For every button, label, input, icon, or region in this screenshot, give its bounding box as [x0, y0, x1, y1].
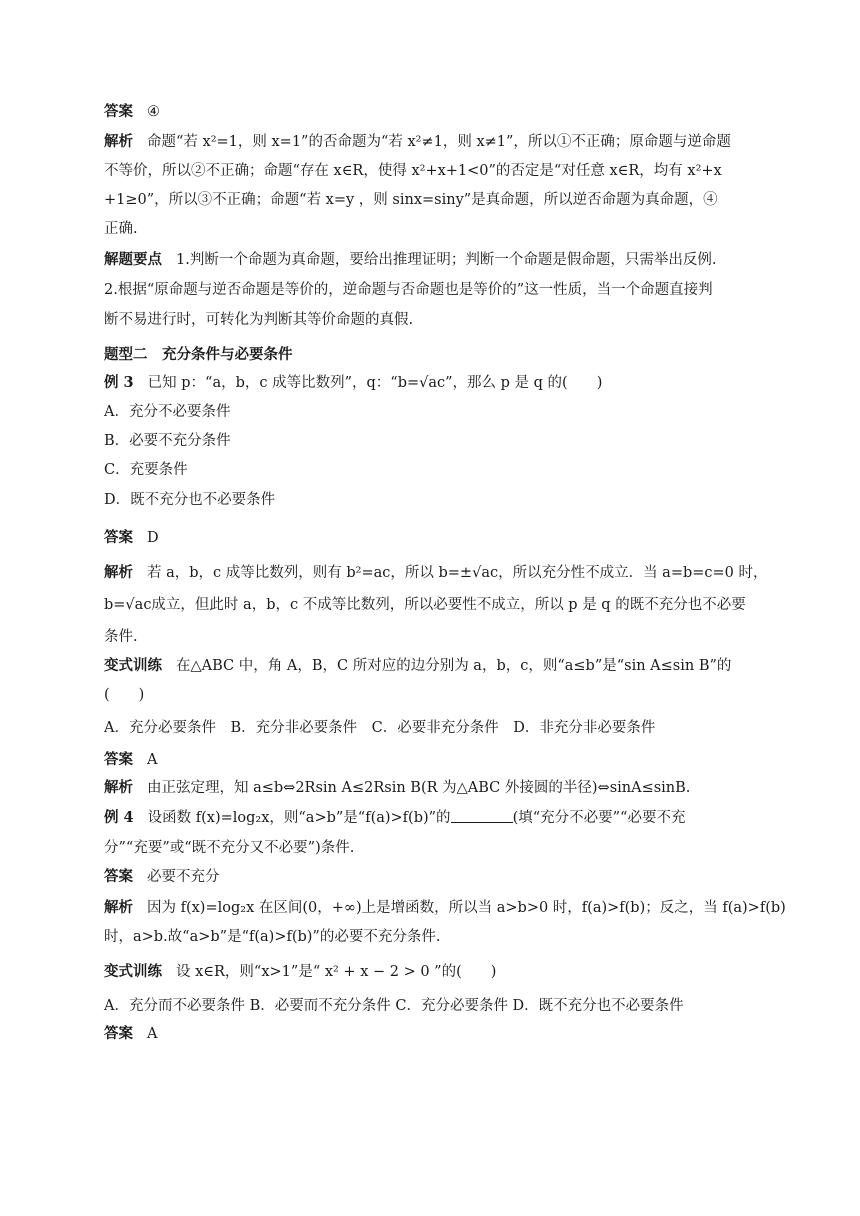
answer-label: 答案 [104, 529, 133, 546]
answer-label: 答案 [104, 103, 133, 120]
explanation-text: 因为 f(x)=log₂x 在区间(0，+∞)上是增函数，所以当 a>b>0 时，f(a)>f(b)；反之，当 f(a)>f(b) [147, 900, 786, 916]
variant-label: 变式训练 [104, 963, 162, 980]
example-line [104, 373, 764, 393]
explanation-line [104, 595, 764, 615]
option-line: D．既不充分也不必要条件 [104, 492, 276, 508]
key-points-text: 断不易进行时，可转化为判断其等价命题的真假. [104, 312, 414, 328]
key-points-label: 解题要点 [104, 251, 162, 268]
option-line: C．充要条件 [104, 462, 188, 478]
answer-line [104, 750, 764, 770]
explanation-line [104, 778, 764, 798]
explanation-text: 命题“若 x²=1，则 x=1”的否命题为“若 x²≠1，则 x≠1”，所以①不正确；原命题与逆命题 [147, 134, 731, 150]
answer-text: A [147, 1026, 158, 1042]
answer-text: D [147, 530, 159, 546]
answer-text: 必要不充分 [147, 869, 220, 885]
section-heading: 题型二 充分条件与必要条件 [104, 346, 293, 363]
explanation-line [104, 190, 764, 210]
option-line: B．必要不充分条件 [104, 433, 231, 449]
option-line: A．充分不必要条件 [104, 404, 231, 420]
answer-blank[interactable] [451, 808, 513, 823]
explanation-line [104, 161, 764, 181]
example-label: 例 3 [104, 374, 134, 391]
answer-line [104, 528, 764, 548]
example-text: (填“充分不必要”“必要不充 [512, 810, 686, 826]
key-points-line [104, 310, 764, 330]
explanation-text: b=√ac成立，但此时 a，b，c 不成等比数列，所以必要性不成立，所以 p 是 q 的既不充分也不必要 [104, 597, 746, 613]
example-label: 例 4 [104, 809, 134, 826]
variant-line [104, 656, 764, 676]
explanation-line [104, 219, 764, 239]
option-line: A．充分而不必要条件 B．必要而不充分条件 C．充分必要条件 D．既不充分也不必要条件 [104, 998, 684, 1014]
explanation-text: 若 a，b，c 成等比数列，则有 b²=ac，所以 b=±√ac，所以充分性不成立．当 a=b=c=0 时， [147, 565, 768, 581]
variant-text: 在△ABC 中，角 A，B，C 所对应的边分别为 a，b，c，则“a≤b”是“sin A≤sin B”的 [176, 658, 732, 674]
answer-label: 答案 [104, 751, 133, 768]
answer-line [104, 1024, 764, 1044]
answer-text: A [147, 752, 158, 768]
explanation-label: 解析 [104, 899, 133, 916]
answer-line [104, 867, 764, 887]
explanation-text: 不等价，所以②不正确；命题“存在 x∈R，使得 x²+x+1<0”的否定是“对任意 x∈R，均有 x²+x [104, 163, 722, 179]
key-points-line [104, 250, 764, 270]
variant-text: 设 x∈R，则“x>1”是“ x² + x − 2 > 0 ”的( ) [176, 964, 497, 980]
option-line: A．充分必要条件 B．充分非必要条件 C．必要非充分条件 D．非充分非必要条件 [104, 720, 656, 736]
explanation-line [104, 132, 764, 152]
example-line: 分”“充要”或“既不充分又不必要”)条件. [104, 840, 355, 856]
explanation-text: 正确. [104, 221, 138, 237]
explanation-line: 时，a>b.故“a>b”是“f(a)>f(b)”的必要不充分条件. [104, 929, 441, 945]
explanation-label: 解析 [104, 779, 133, 796]
explanation-text: +1≥0”，所以③不正确；命题“若 x=y ，则 sinx=siny”是真命题，所以逆否命题为真命题，④ [104, 192, 718, 208]
variant-line [104, 962, 764, 982]
key-points-text: 2.根据“原命题与逆否命题是等价的，逆命题与否命题也是等价的”这一性质，当一个命题直接判 [104, 282, 713, 298]
explanation-line [104, 627, 764, 647]
explanation-line [104, 898, 786, 918]
example-text: 设函数 f(x)=log₂x，则“a>b”是“f(a)>f(b)”的 [147, 810, 451, 826]
variant-line: ( ) [104, 687, 145, 703]
explanation-line [104, 563, 768, 583]
key-points-line [104, 280, 764, 300]
explanation-label: 解析 [104, 133, 133, 150]
answer-line [104, 102, 764, 122]
variant-label: 变式训练 [104, 657, 162, 674]
example-line [104, 808, 764, 828]
key-points-text: 1.判断一个命题为真命题，要给出推理证明；判断一个命题是假命题，只需举出反例. [176, 252, 717, 268]
answer-text: ④ [147, 104, 160, 120]
example-text: 已知 p：“a，b，c 成等比数列”，q：“b=√ac”，那么 p 是 q 的( ) [147, 375, 603, 391]
explanation-text: 条件. [104, 629, 138, 645]
answer-label: 答案 [104, 1025, 133, 1042]
explanation-text: 由正弦定理，知 a≤b⇔2Rsin A≤2Rsin B(R 为△ABC 外接圆的半径)⇔sinA≤sinB. [147, 780, 691, 796]
answer-label: 答案 [104, 868, 133, 885]
explanation-label: 解析 [104, 564, 133, 581]
